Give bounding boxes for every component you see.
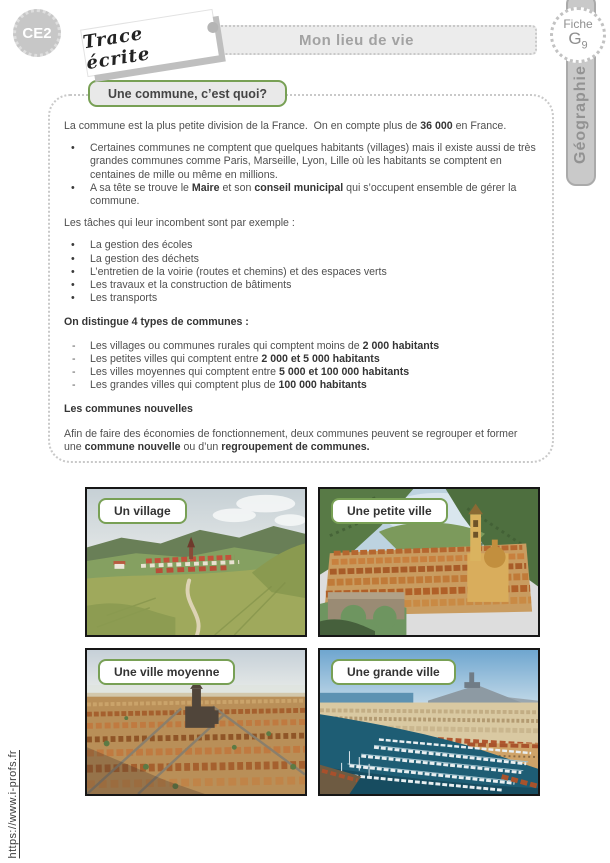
village-figure: [85, 487, 307, 637]
level-badge-label: CE2: [22, 24, 52, 42]
list-item: • A sa tête se trouve le Maire et son conseil municipal qui s’occupent ensemble de gérer la commune.: [64, 182, 538, 208]
list-item: • Certaines communes ne comptent que quelques habitants (villages) mais il existe aussi de très grandes communes comme Paris, Marseille, Lyon, Lille où les habitants se comptent en centaines de mille ou même en millions.: [64, 142, 538, 182]
list-item: • L’entretien de la voirie (routes et chemins) et des espaces verts: [64, 266, 538, 279]
lesson-content-box: [48, 94, 554, 463]
tasks-intro: Les tâches qui leur incombent sont par exemple :: [64, 217, 295, 230]
list-item: - Les villes moyennes qui comptent entre 5 000 et 100 000 habitants: [64, 366, 538, 379]
page-title: [176, 25, 537, 55]
list-item: • La gestion des déchets: [64, 253, 538, 266]
list-item: - Les petites villes qui comptent entre 2 000 et 5 000 habitants: [64, 353, 538, 366]
level-badge: [13, 9, 61, 57]
page-title-label: Mon lieu de vie: [298, 31, 415, 49]
list-item: • Les transports: [64, 292, 538, 305]
fiche-badge: [550, 7, 606, 63]
commune-types-list: [64, 340, 538, 393]
fiche-code: G: [568, 29, 582, 49]
types-heading: On distingue 4 types de communes :: [64, 316, 249, 329]
intro-paragraph: La commune est la plus petite division de la France. On en compte plus de 36 000 en France.: [64, 120, 507, 132]
box-title-label: Une commune, c’est quoi?: [88, 80, 287, 107]
fiche-label: Fiche: [563, 16, 593, 31]
list-item: • La gestion des écoles: [64, 239, 538, 252]
subject-label: Géographie: [572, 65, 589, 165]
tasks-list: [64, 239, 538, 305]
trace-ecrite-label: Trace écrite: [81, 23, 152, 75]
trace-ecrite-card: [81, 10, 219, 76]
nouvelles-heading: Les communes nouvelles: [64, 403, 193, 416]
figure-label: Une petite ville: [331, 498, 448, 524]
small-town-figure: [318, 487, 540, 637]
figure-label: Une ville moyenne: [98, 659, 235, 685]
list-item: - Les villages ou communes rurales qui comptent moins de 2 000 habitants: [64, 340, 538, 353]
list-item: • Les travaux et la construction de bâtiments: [64, 279, 538, 292]
figure-label: Une grande ville: [331, 659, 456, 685]
list-item: - Les grandes villes qui comptent plus de 100 000 habitants: [64, 379, 538, 392]
nouvelles-paragraph: Afin de faire des économies de fonctionnement, deux communes peuvent se regrouper et former une commune nouvelle ou d’un regroupement de communes.: [64, 427, 518, 453]
big-city-figure: [318, 648, 540, 796]
medium-city-figure: [85, 648, 307, 796]
general-bullet-list: [64, 142, 538, 208]
site-url-link[interactable]: https://www.i-profs.fr: [7, 749, 19, 858]
fiche-number: 9: [581, 39, 588, 52]
figure-label: Un village: [98, 498, 187, 524]
